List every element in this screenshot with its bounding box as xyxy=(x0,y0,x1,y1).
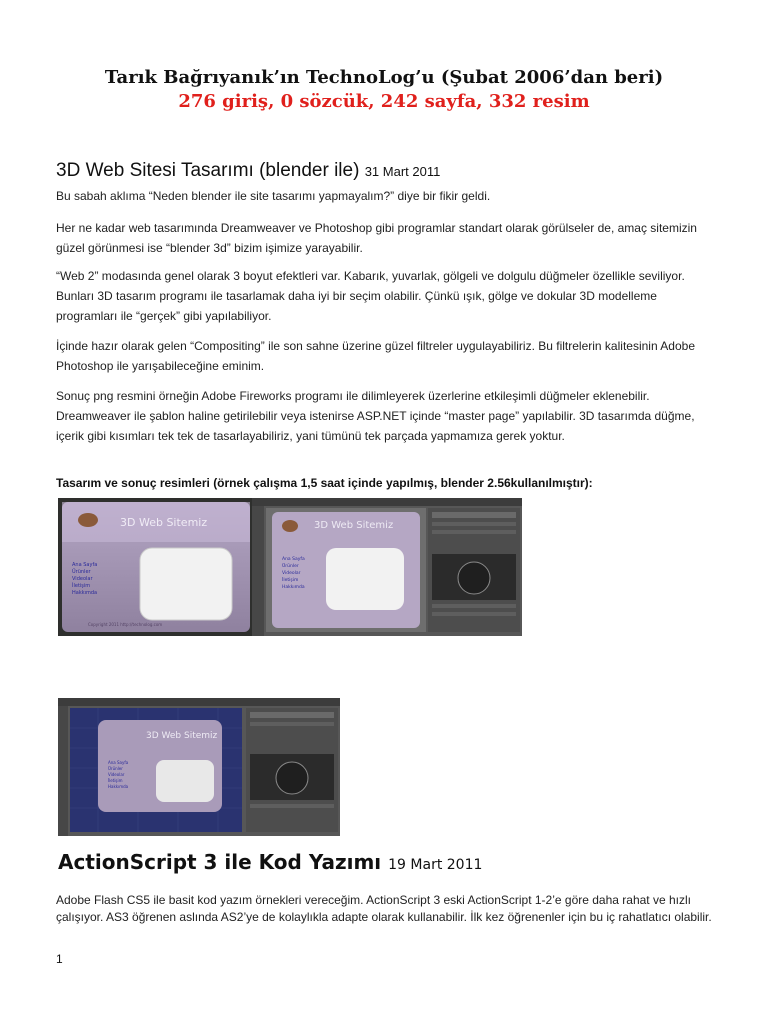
svg-text:Ürünler: Ürünler xyxy=(72,569,91,575)
post-title-2 xyxy=(58,850,482,874)
svg-text:Hakkımda: Hakkımda xyxy=(282,585,305,590)
page-number: 1 xyxy=(56,952,63,966)
blog-stats: 276 giriş, 0 sözcük, 242 sayfa, 332 resim xyxy=(178,91,590,112)
design-screenshot-result xyxy=(58,498,254,636)
svg-text:Copyright 2011 http://technolo: Copyright 2011 http://technolog.com xyxy=(88,622,163,627)
paragraph: İçinde hazır olarak gelen “Compositing” ile son sahne üzerine güzel filtreler uygulayabiliriz. Bu filtrelerin kalitesinin Adobe Photoshop ile yarışabileceğine eminim. xyxy=(56,339,695,373)
result-image xyxy=(58,498,254,636)
blender-image-2 xyxy=(58,698,340,836)
svg-text:Videolar: Videolar xyxy=(108,772,125,777)
document-header xyxy=(0,66,768,114)
blog-title: Tarık Bağrıyanık’ın TechnoLog’u (Şubat 2006’dan beri) xyxy=(104,67,664,88)
post-date: 31 Mart 2011 xyxy=(364,164,441,179)
svg-text:Ürünler: Ürünler xyxy=(282,564,299,569)
svg-text:Ürünler: Ürünler xyxy=(108,766,123,771)
image-caption: Tasarım ve sonuç resimleri (örnek çalışma 1,5 saat içinde yapılmış, blender 2.56kullanılmıştır): xyxy=(56,476,593,490)
svg-text:İletişim: İletişim xyxy=(282,578,299,583)
paragraph: Her ne kadar web tasarımında Dreamweaver ve Photoshop gibi programlar standart olarak görülseler de, amaç sitemizin güzel görünmesi ise “blender 3d” bizim işimize yarayabilir. xyxy=(56,221,697,255)
svg-text:Videolar: Videolar xyxy=(282,571,301,576)
svg-text:İletişim: İletişim xyxy=(108,778,123,783)
paragraph: Adobe Flash CS5 ile basit kod yazım örnekleri vereceğim. ActionScript 3 eski ActionScript 1-2’e göre daha rahat ve hızlı çalışıyor. AS3 öğrenen aslında AS2’ye de kolaylıkla adapte olarak kullanabilir. İlk kez öğrenenler için bu iç rahatlatıcı olabilir. xyxy=(56,893,712,924)
svg-text:3D Web Sitemiz: 3D Web Sitemiz xyxy=(314,520,394,531)
paragraph: “Web 2” modasında genel olarak 3 boyut efektleri var. Kabarık, yuvarlak, gölgeli ve dolgulu düğmeler özellikle seviliyor. Bunları 3D tasarım programı ile tasarlamak daha iyi bir seçim olabilir. Çünkü ışık, gölge ve dokular 3D modelleme programları ile “gerçek” gibi yapılabiliyor. xyxy=(56,269,685,323)
svg-text:Videolar: Videolar xyxy=(72,576,93,582)
post-title-text: ActionScript 3 ile Kod Yazımı xyxy=(58,850,382,874)
svg-text:Ana Sayfa: Ana Sayfa xyxy=(72,562,98,568)
svg-text:Ana Sayfa: Ana Sayfa xyxy=(108,760,129,765)
paragraph: Bu sabah aklıma “Neden blender ile site tasarımı yapmayalım?” diye bir fikir geldi. xyxy=(56,189,491,203)
blender-image xyxy=(252,498,522,636)
design-screenshot-blender xyxy=(252,498,522,636)
site-logo-text: 3D Web Sitemiz xyxy=(120,516,208,529)
paragraph: Sonuç png resmini örneğin Adobe Fireworks programı ile dilimleyerek üzerlerine etkileşimli düğmeler eklenebilir. Dreamweaver ile şablon haline getirilebilir veya istenirse ASP.NET içinde “master page” yapılabilir. 3D tasarımda düğme, içerik gibi kısımları tek tek de tasarlayabiliriz, yani tümünü tek parçada yapmamıza gerek yoktur. xyxy=(56,389,695,443)
post-date: 19 Mart 2011 xyxy=(388,857,483,873)
post-title xyxy=(56,160,440,182)
svg-text:Hakkımda: Hakkımda xyxy=(108,784,129,789)
svg-text:3D Web Sitemiz: 3D Web Sitemiz xyxy=(146,731,218,741)
post-title-text: 3D Web Sitesi Tasarımı (blender ile) xyxy=(56,160,360,181)
svg-text:Ana Sayfa: Ana Sayfa xyxy=(282,557,305,562)
design-screenshot-blender-2 xyxy=(58,698,340,836)
svg-text:Hakkımda: Hakkımda xyxy=(72,590,98,596)
svg-text:İletişim: İletişim xyxy=(72,583,91,589)
